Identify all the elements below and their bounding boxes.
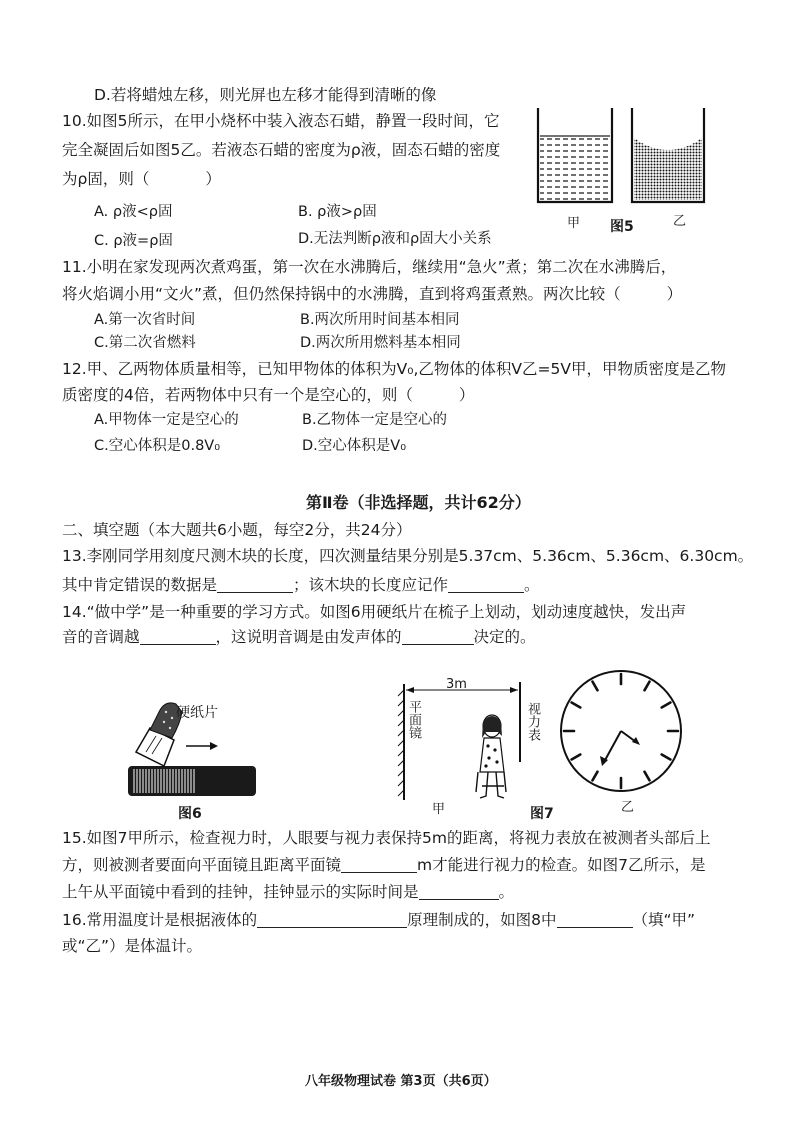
q14-blank-1[interactable] xyxy=(140,628,216,645)
q10-stem-end: 为ρ固，则（ xyxy=(62,170,150,188)
q12-option-d: D.空心体积是V₀ xyxy=(302,438,407,454)
q15-line2 xyxy=(62,854,705,876)
q11-paren-close: ） xyxy=(666,285,683,303)
q14-blank-2[interactable] xyxy=(402,628,474,645)
q14-text-c: 决定的。 xyxy=(473,628,536,646)
fig5-label-jia: 甲 xyxy=(567,216,581,231)
q13-line1: 13.李刚同学用刻度尺测木块的长度，四次测量结果分别是5.37cm、5.36cm、5.36cm、6.30cm。 xyxy=(62,547,754,565)
q14-text-a: 音的音调越 xyxy=(62,628,140,646)
q16-blank-1[interactable] xyxy=(257,911,407,928)
q12-option-c: C.空心体积是0.8V₀ xyxy=(94,438,221,454)
fig7-label-yi: 乙 xyxy=(621,800,635,815)
q14-line2 xyxy=(62,626,536,648)
q13-blank-2[interactable] xyxy=(448,576,524,593)
q15-line3 xyxy=(62,881,514,903)
q12-stem-end: 质密度的4倍，若两物体中只有一个是空心的，则（ xyxy=(62,386,413,404)
q15-blank-1[interactable] xyxy=(341,856,417,873)
fig7-chart-label: 视力表 xyxy=(525,702,540,741)
q10-line1: 10.如图5所示，在甲小烧杯中装入液态石蜡，静置一段时间，它 xyxy=(62,112,500,130)
q16-text-b: 原理制成的，如图8中 xyxy=(407,911,557,929)
q15-text-b: m才能进行视力的检查。如图7乙所示，是 xyxy=(417,856,706,874)
q16-line1 xyxy=(62,909,695,931)
q12-option-a: A.甲物体一定是空心的 xyxy=(94,412,239,428)
q16-line2: 或“乙”）是体温计。 xyxy=(62,937,203,955)
q10-paren-close: ） xyxy=(205,170,221,188)
q15-line1: 15.如图7甲所示，检查视力时，人眼要与视力表保持5m的距离，将视力表放在被测者头部后上 xyxy=(62,829,711,847)
q11-option-a: A.第一次省时间 xyxy=(94,312,196,328)
q15-text-d: 。 xyxy=(498,883,515,901)
fig7-distance: 3m xyxy=(446,677,467,692)
fig7-label-jia: 甲 xyxy=(432,802,446,817)
q12-paren-close: ） xyxy=(458,386,475,404)
q16-blank-2[interactable] xyxy=(557,911,633,928)
q13-text-a: 其中肯定错误的数据是 xyxy=(62,576,218,594)
q15-text-a: 方，则被测者要面向平面镜且距离平面镜 xyxy=(62,856,342,874)
page-footer: 八年级物理试卷 第3页（共6页） xyxy=(305,1074,497,1089)
q11-option-b: B.两次所用时间基本相同 xyxy=(300,312,460,328)
q14-line1: 14.“做中学”是一种重要的学习方式。如图6用硬纸片在梳子上划动，划动速度越快，发出声 xyxy=(62,603,687,621)
q16-text-c: （填“甲” xyxy=(632,911,696,929)
fig6-card-label: 硬纸片 xyxy=(176,705,218,721)
q9-option-d: D.若将蜡烛左移，则光屏也左移才能得到清晰的像 xyxy=(94,86,437,104)
q11-option-c: C.第二次省燃料 xyxy=(94,335,196,351)
fig5-label-yi: 乙 xyxy=(673,214,687,229)
q15-blank-2[interactable] xyxy=(419,883,499,900)
q11-option-d: D.两次所用燃料基本相同 xyxy=(300,335,461,351)
section-heading: 二、填空题（本大题共6小题，每空2分，共24分） xyxy=(62,521,412,539)
fig7-caption: 图7 xyxy=(530,806,554,822)
q13-blank-1[interactable] xyxy=(217,576,293,593)
q10-option-a: A. ρ液<ρ固 xyxy=(94,204,173,220)
q10-line2: 完全凝固后如图5乙。若液态石蜡的密度为ρ液，固态石蜡的密度 xyxy=(62,141,501,159)
figure7-clock xyxy=(558,668,684,794)
q10-line3 xyxy=(62,168,221,190)
q15-text-c: 上午从平面镜中看到的挂钟，挂钟显示的实际时间是 xyxy=(62,883,419,901)
q11-line2 xyxy=(62,283,682,305)
q12-line2 xyxy=(62,384,474,406)
fig5-caption: 图5 xyxy=(610,219,634,235)
q13-text-b: ；该木块的长度应记作 xyxy=(293,576,449,594)
q13-text-c: 。 xyxy=(524,576,540,594)
q11-line1: 11.小明在家发现两次煮鸡蛋，第一次在水沸腾后，继续用“急火”煮；第二次在水沸腾后， xyxy=(62,258,677,276)
q12-line1: 12.甲、乙两物体质量相等，已知甲物体的体积为V₀,乙物体的体积V乙=5V甲，甲物质密度是乙物 xyxy=(62,360,726,378)
q10-option-b: B. ρ液>ρ固 xyxy=(298,204,377,220)
figure7-eye-test xyxy=(392,676,542,806)
q10-option-c: C. ρ液=ρ固 xyxy=(94,233,173,249)
q13-line2 xyxy=(62,574,540,596)
q16-text-a: 16.常用温度计是根据液体的 xyxy=(62,911,258,929)
q14-text-b: ，这说明音调是由发声体的 xyxy=(215,628,402,646)
fig7-mirror-label: 平面镜 xyxy=(406,700,421,739)
q10-option-d: D.无法判断ρ液和ρ固大小关系 xyxy=(298,231,492,247)
section-title: 第Ⅱ卷（非选择题，共计62分） xyxy=(306,493,531,512)
q12-option-b: B.乙物体一定是空心的 xyxy=(302,412,448,428)
fig6-caption: 图6 xyxy=(178,806,202,822)
q11-stem-end: 将火焰调小用“文火”煮，但仍然保持锅中的水沸腾，直到将鸡蛋煮熟。两次比较（ xyxy=(62,285,621,303)
